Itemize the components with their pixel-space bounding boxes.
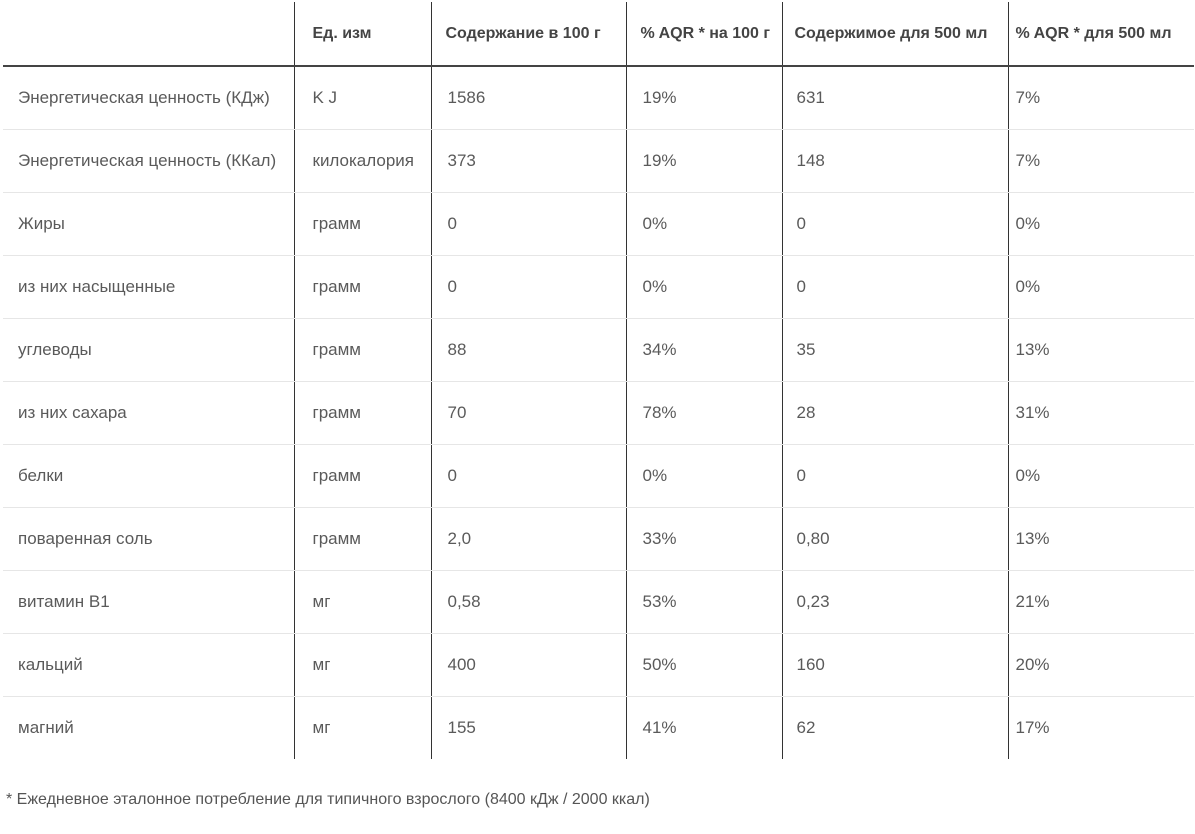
- nutrient-cell: магний: [18, 718, 74, 737]
- nutrient-cell: углеводы: [3, 319, 294, 382]
- header-per-500ml: Содержимое для 500 мл: [782, 2, 1008, 66]
- unit-cell: мг: [294, 634, 431, 697]
- aqr-500ml-cell: 13%: [1008, 508, 1194, 571]
- aqr-500ml-cell: 0%: [1008, 193, 1194, 256]
- per-500ml-cell: 0: [782, 256, 1008, 319]
- per-500ml-cell: 0,23: [782, 571, 1008, 634]
- unit-cell: грамм: [294, 508, 431, 571]
- nutrient-cell: Энергетическая ценность (КДж): [3, 66, 294, 130]
- per-100g-cell: 400: [431, 634, 626, 697]
- nutrient-cell: из них насыщенные: [3, 256, 294, 319]
- aqr-100g-cell: 41%: [626, 697, 782, 760]
- aqr-500ml-cell: 7%: [1008, 130, 1194, 193]
- nutrient-cell: витамин B1: [3, 571, 294, 634]
- per-100g-cell: 0: [431, 256, 626, 319]
- nutrition-table-container: [3, 2, 1194, 759]
- header-aqr-100g: % AQR * на 100 г: [626, 2, 782, 66]
- per-500ml-cell: 148: [782, 130, 1008, 193]
- table-row: [3, 634, 1194, 697]
- aqr-500ml-cell: 20%: [1008, 634, 1194, 697]
- unit-cell: грамм: [294, 445, 431, 508]
- per-500ml-cell: 28: [782, 382, 1008, 445]
- unit-cell: мг: [294, 571, 431, 634]
- header-row: [3, 2, 1194, 66]
- table-header: [3, 2, 1194, 66]
- aqr-100g-cell: 33%: [626, 508, 782, 571]
- nutrient-cell: поваренная соль: [3, 508, 294, 571]
- header-nutrient: [3, 2, 294, 66]
- nutrient-cell: из них сахара: [3, 382, 294, 445]
- unit-cell: килокалория: [294, 130, 431, 193]
- header-unit: Ед. изм: [294, 2, 431, 66]
- per-100g-cell: 1586: [431, 66, 626, 130]
- table-row: [3, 193, 1194, 256]
- aqr-100g-cell: 34%: [626, 319, 782, 382]
- table-row: [3, 445, 1194, 508]
- unit-cell: грамм: [294, 382, 431, 445]
- aqr-100g-cell: 19%: [626, 66, 782, 130]
- table-row: [3, 571, 1194, 634]
- nutrient-cell: кальций: [3, 634, 294, 697]
- aqr-100g-cell: 78%: [626, 382, 782, 445]
- per-100g-cell: 155: [431, 697, 626, 760]
- table-row: [3, 256, 1194, 319]
- aqr-100g-cell: 53%: [626, 571, 782, 634]
- nutrient-cell: Жиры: [3, 193, 294, 256]
- unit-cell: грамм: [294, 193, 431, 256]
- aqr-500ml-cell: 7%: [1008, 66, 1194, 130]
- table-row: [3, 130, 1194, 193]
- unit-cell: K J: [294, 66, 431, 130]
- per-100g-cell: 0,58: [431, 571, 626, 634]
- per-500ml-cell: 0: [782, 445, 1008, 508]
- table-row: [3, 697, 1194, 760]
- nutrition-table: [3, 2, 1194, 759]
- per-500ml-cell: 35: [782, 319, 1008, 382]
- aqr-100g-cell: 0%: [626, 445, 782, 508]
- per-100g-cell: 70: [431, 382, 626, 445]
- nutrient-cell: белки: [3, 445, 294, 508]
- unit-cell: мг: [294, 697, 431, 760]
- header-per-100g: Содержание в 100 г: [431, 2, 626, 66]
- table-row: [3, 319, 1194, 382]
- per-500ml-cell: 62: [782, 697, 1008, 760]
- footnote: * Ежедневное эталонное потребление для типичного взрослого (8400 кДж / 2000 ккал): [6, 791, 650, 808]
- unit-cell: грамм: [294, 319, 431, 382]
- unit-cell: грамм: [294, 256, 431, 319]
- aqr-500ml-cell: 0%: [1008, 445, 1194, 508]
- per-100g-cell: 0: [431, 445, 626, 508]
- per-500ml-cell: 0: [782, 193, 1008, 256]
- nutrient-cell: Энергетическая ценность (ККал): [3, 130, 294, 193]
- aqr-500ml-cell: 0%: [1008, 256, 1194, 319]
- per-500ml-cell: 631: [782, 66, 1008, 130]
- aqr-100g-cell: 0%: [626, 256, 782, 319]
- aqr-100g-cell: 19%: [626, 130, 782, 193]
- per-100g-cell: 88: [431, 319, 626, 382]
- header-aqr-500ml: % AQR * для 500 мл: [1008, 2, 1194, 66]
- aqr-500ml-cell: 31%: [1008, 382, 1194, 445]
- table-row: [3, 508, 1194, 571]
- aqr-100g-cell: 0%: [626, 193, 782, 256]
- table-body: [3, 66, 1194, 759]
- aqr-100g-cell: 50%: [626, 634, 782, 697]
- table-row: [3, 66, 1194, 130]
- aqr-500ml-cell: 13%: [1008, 319, 1194, 382]
- aqr-500ml-cell: 17%: [1008, 697, 1194, 760]
- per-500ml-cell: 160: [782, 634, 1008, 697]
- per-100g-cell: 0: [431, 193, 626, 256]
- per-500ml-cell: 0,80: [782, 508, 1008, 571]
- per-100g-cell: 373: [431, 130, 626, 193]
- table-row: [3, 382, 1194, 445]
- per-100g-cell: 2,0: [431, 508, 626, 571]
- aqr-500ml-cell: 21%: [1008, 571, 1194, 634]
